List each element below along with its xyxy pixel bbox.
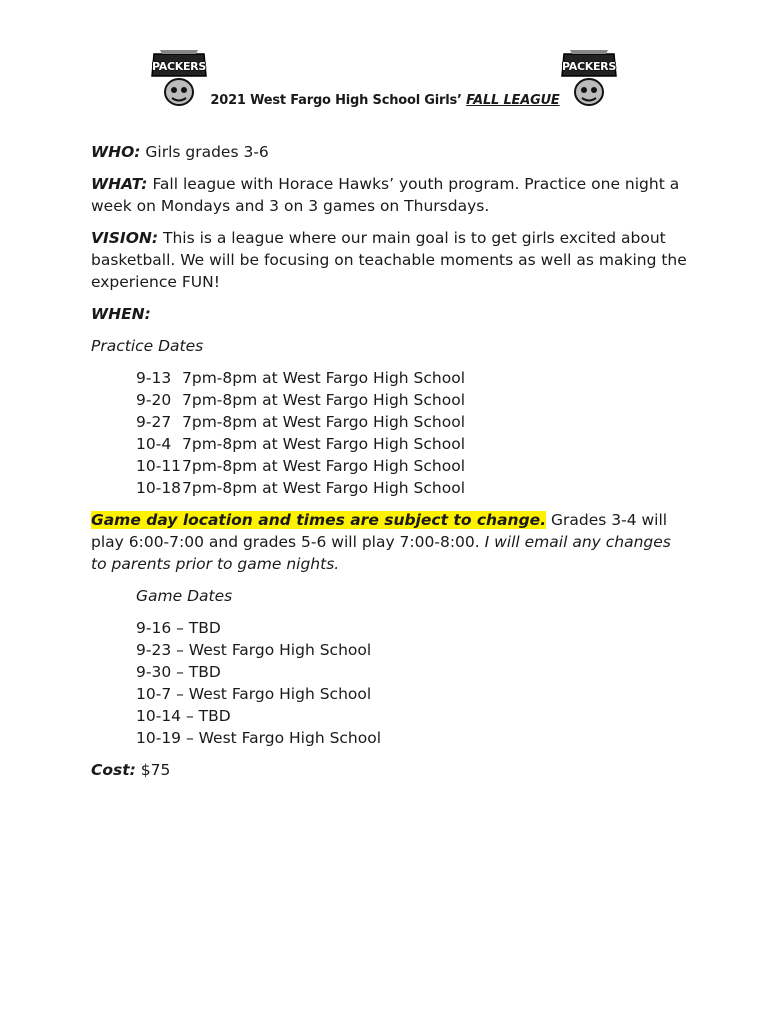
cost-value: $75 [135, 761, 171, 779]
notice-text: Grades 3-4 will play 6:00-7:00 and grades 5-6 will play 7:00-8:00. [91, 511, 668, 551]
when-section [91, 303, 691, 325]
practice-row [136, 389, 691, 411]
cost-section [91, 759, 691, 781]
notice-italic: I will email any changes to parents prior to game nights. [91, 533, 671, 573]
practice-time: 7pm-8pm at West Fargo High School [182, 391, 466, 409]
schedule-notice [91, 509, 691, 575]
practice-row [136, 411, 691, 433]
when-label: WHEN: [91, 305, 151, 323]
vision-label: VISION: [91, 229, 159, 247]
practice-row [136, 455, 691, 477]
game-row: 9-16 – TBD [136, 619, 221, 637]
game-row: 9-23 – West Fargo High School [136, 641, 372, 659]
page-title [0, 93, 770, 108]
logo-text: PACKERS [562, 60, 616, 73]
what-text: Fall league with Horace Hawks’ youth program. Practice one night a week on Mondays and 3 on 3 games on Thursdays. [91, 175, 680, 215]
who-text: Girls grades 3-6 [140, 143, 269, 161]
practice-date: 9-27 [136, 413, 172, 431]
practice-date: 10-18 [136, 479, 182, 497]
logo-text: PACKERS [152, 60, 206, 73]
title-emphasis: FALL LEAGUE [466, 93, 560, 108]
what-label: WHAT: [91, 175, 148, 193]
vision-text: This is a league where our main goal is to get girls excited about basketball. We will be focusing on teachable moments as well as making the experience FUN! [91, 229, 687, 291]
practice-row [136, 367, 691, 389]
cost-label: Cost: [91, 761, 136, 779]
practice-dates-heading: Practice Dates [91, 337, 204, 355]
game-row: 10-14 – TBD [136, 707, 231, 725]
practice-time: 7pm-8pm at West Fargo High School [182, 413, 466, 431]
practice-dates-list [136, 367, 691, 499]
highlighted-warning: Game day location and times are subject to change. [91, 511, 547, 529]
practice-date: 10-11 [136, 457, 182, 475]
game-row: 9-30 – TBD [136, 663, 221, 681]
practice-row [136, 433, 691, 455]
practice-row [136, 477, 691, 499]
title-main: 2021 West Fargo High School Girls’ [210, 93, 467, 108]
practice-time: 7pm-8pm at West Fargo High School [182, 479, 466, 497]
game-dates-list [136, 617, 691, 749]
practice-time: 7pm-8pm at West Fargo High School [182, 369, 466, 387]
game-row: 10-19 – West Fargo High School [136, 729, 382, 747]
document-body [91, 141, 691, 791]
who-label: WHO: [91, 143, 141, 161]
game-row: 10-7 – West Fargo High School [136, 685, 372, 703]
practice-date: 9-20 [136, 391, 172, 409]
practice-time: 7pm-8pm at West Fargo High School [182, 435, 466, 453]
who-section [91, 141, 691, 163]
practice-time: 7pm-8pm at West Fargo High School [182, 457, 466, 475]
practice-date: 9-13 [136, 369, 172, 387]
what-section [91, 173, 691, 217]
vision-section [91, 227, 691, 293]
practice-date: 10-4 [136, 435, 172, 453]
game-dates-heading: Game Dates [136, 587, 233, 605]
